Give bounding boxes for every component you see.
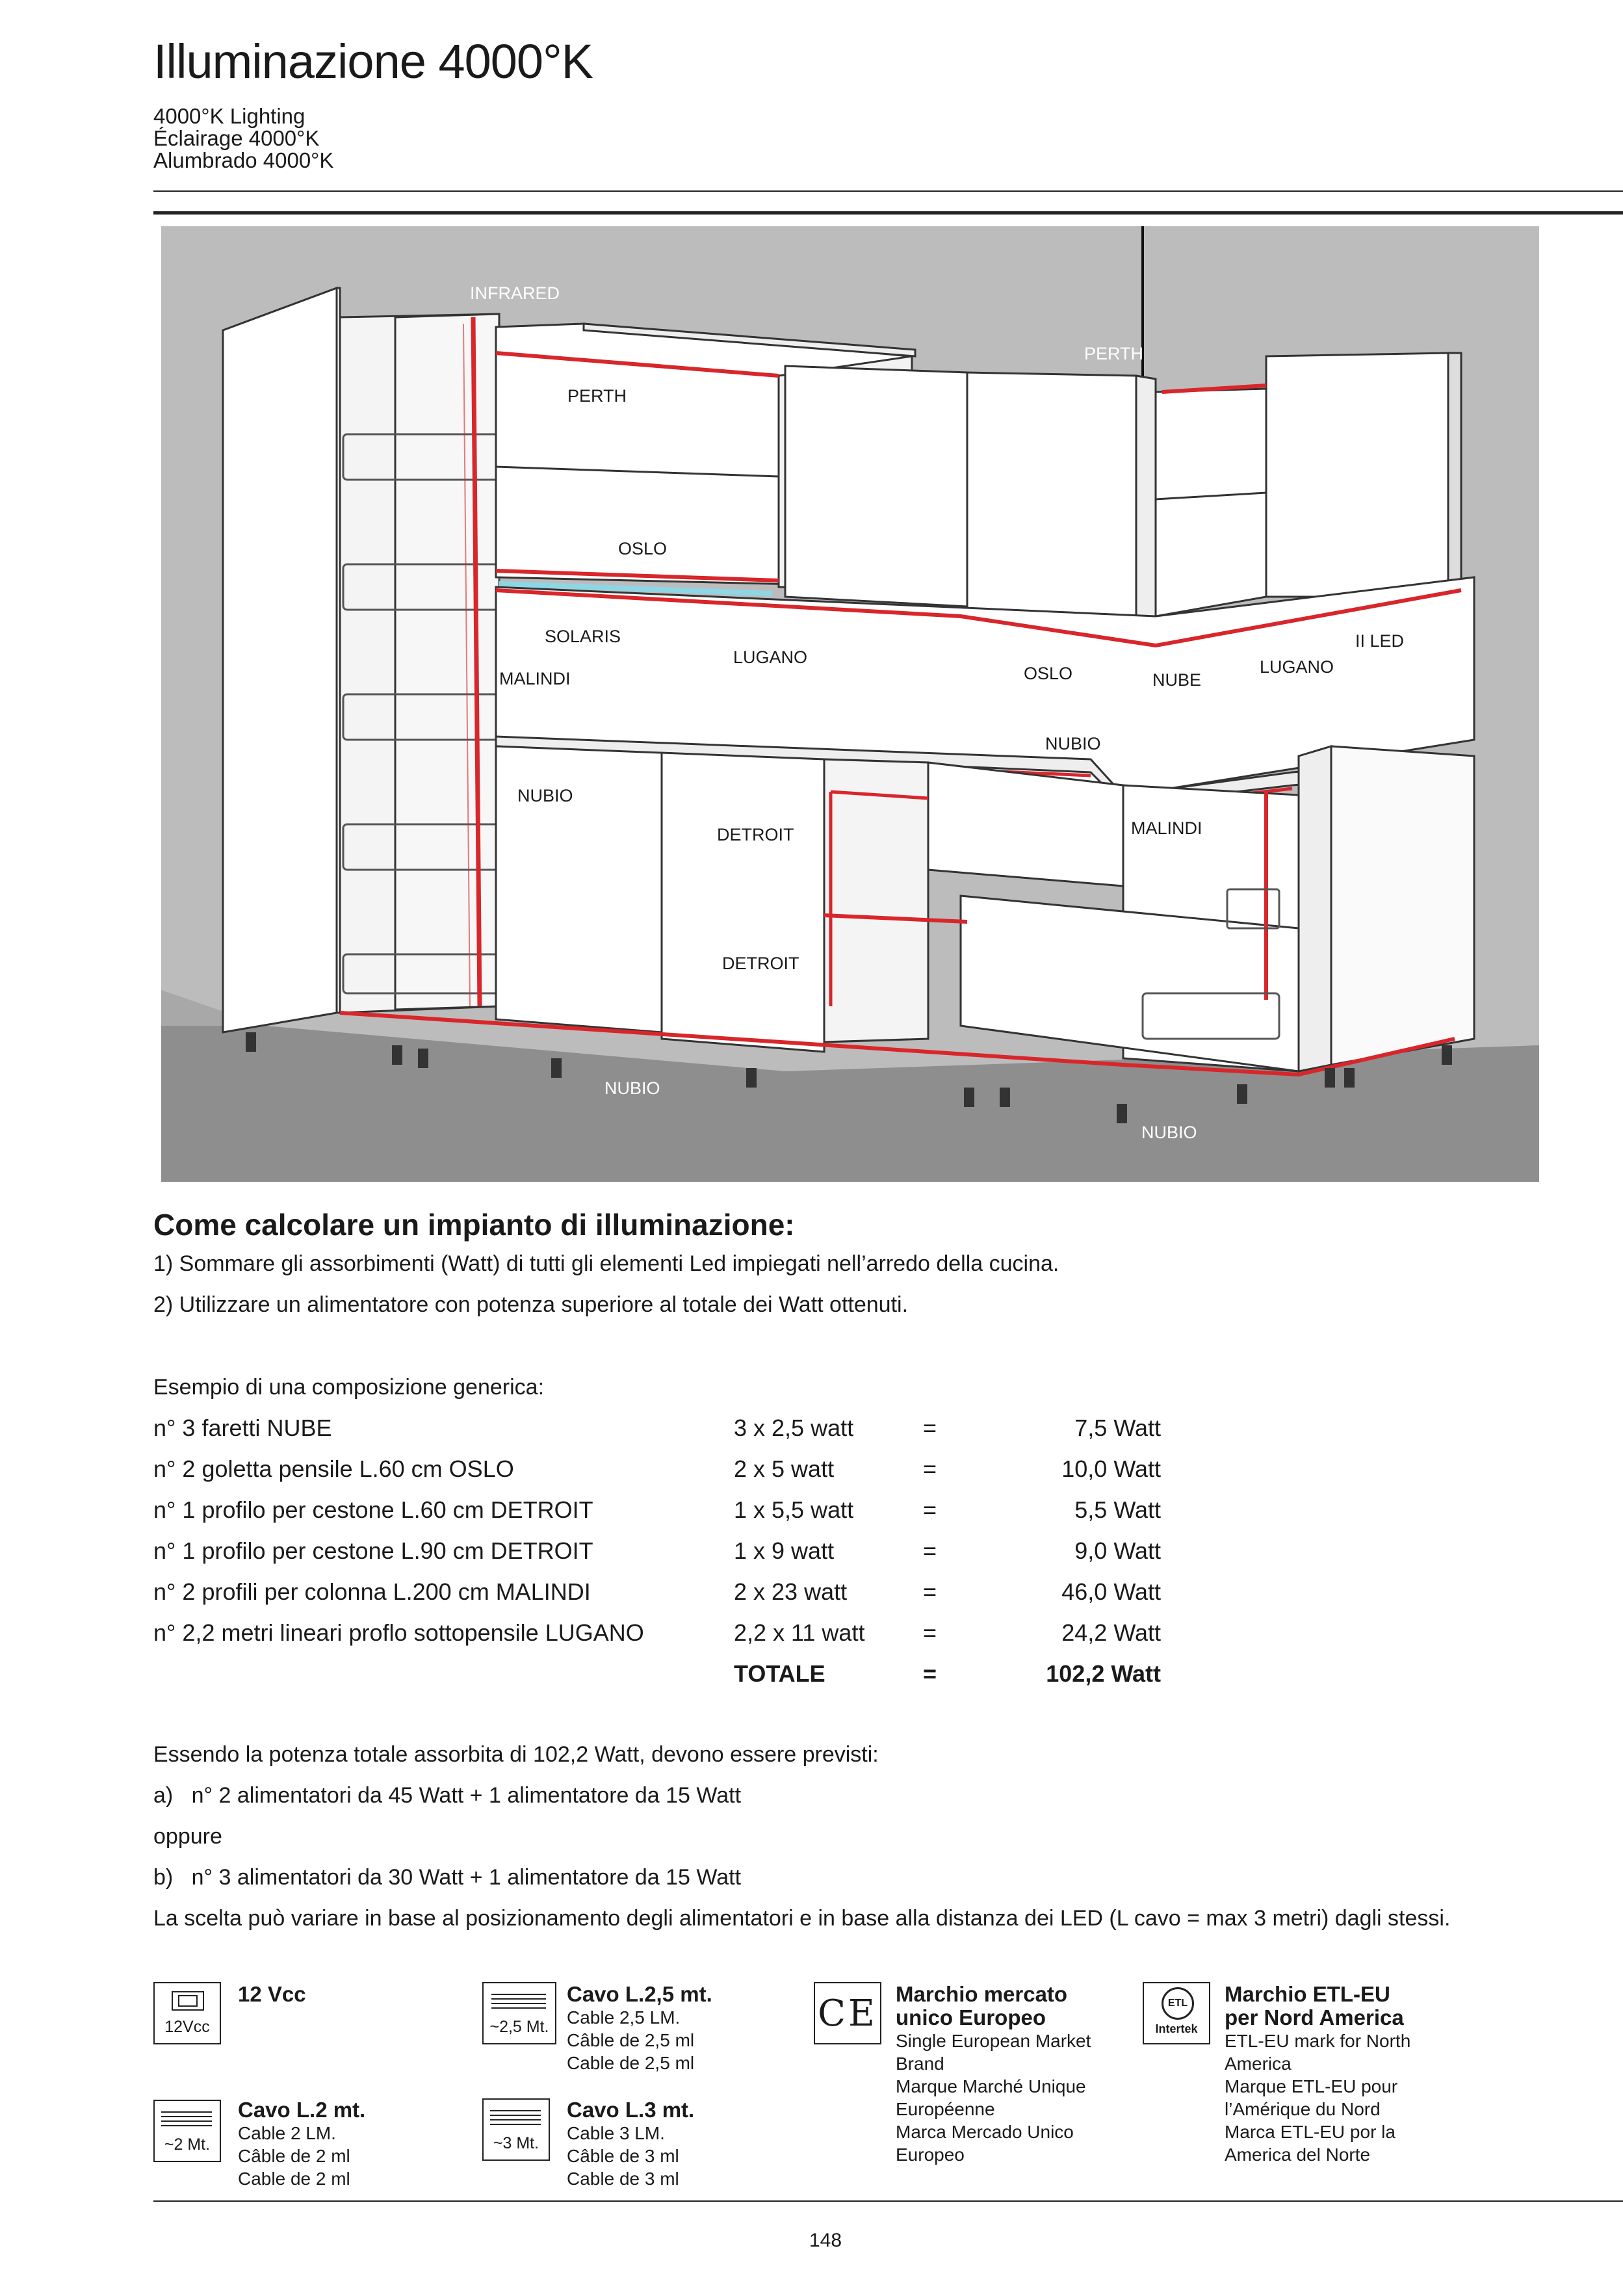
row-equals: = bbox=[923, 1455, 937, 1482]
label-detroit-upper: DETROIT bbox=[717, 825, 794, 844]
step-2-text: 2) Utilizzare un alimentatore con potenza superiore al totale dei Watt ottenuti. bbox=[153, 1292, 909, 1317]
row-equals: = bbox=[923, 1578, 937, 1605]
row-result: 5,5 Watt bbox=[1074, 1496, 1161, 1523]
total-result: 102,2 Watt bbox=[1046, 1660, 1161, 1687]
row-calc: 1 x 9 watt bbox=[734, 1537, 835, 1564]
label-infrared: INFRARED bbox=[470, 283, 560, 303]
row-calc: 2 x 23 watt bbox=[734, 1578, 848, 1605]
row-result: 24,2 Watt bbox=[1061, 1619, 1161, 1646]
label-nubio-plinth-left: NUBIO bbox=[604, 1078, 660, 1098]
row-equals: = bbox=[923, 1619, 937, 1646]
label-lugano-left: LUGANO bbox=[733, 647, 808, 667]
row-calc: 2,2 x 11 watt bbox=[734, 1619, 865, 1646]
header-divider-thick bbox=[153, 211, 1623, 215]
label-oslo-left: OSLO bbox=[618, 539, 668, 558]
row-item: n° 2 profili per colonna L.200 cm MALINDI bbox=[153, 1578, 591, 1605]
upper-wall-unit-middle bbox=[785, 366, 1156, 623]
table-row bbox=[153, 1496, 1161, 1535]
row-calc: 1 x 5,5 watt bbox=[734, 1496, 854, 1523]
row-calc: 3 x 2,5 watt bbox=[734, 1415, 854, 1441]
option-or: oppure bbox=[153, 1824, 222, 1849]
row-item: n° 2,2 metri lineari proflo sottopensile LUGANO bbox=[153, 1619, 644, 1646]
subtitle-french: Éclairage 4000°K bbox=[153, 126, 320, 150]
legend-cable-2m: Cavo L.2 mt. Cable 2 LM. Câble de 2 ml Cable de 2 ml bbox=[238, 2098, 366, 2189]
row-item: n° 3 faretti NUBE bbox=[153, 1415, 332, 1441]
table-total-row bbox=[153, 1660, 1161, 1699]
power-supply-icon: 12Vcc bbox=[153, 1982, 221, 2044]
kitchen-lighting-illustration bbox=[161, 226, 1539, 1182]
label-nube: NUBE bbox=[1152, 670, 1202, 690]
subtitle-english: 4000°K Lighting bbox=[153, 104, 305, 128]
label-lugano-right: LUGANO bbox=[1260, 657, 1334, 677]
label-malindi-right: MALINDI bbox=[1131, 818, 1202, 838]
row-result: 9,0 Watt bbox=[1074, 1537, 1161, 1564]
label-solaris: SOLARIS bbox=[545, 627, 621, 646]
step-1-text: 1) Sommare gli assorbimenti (Watt) di tutti gli elementi Led impiegati nell’arredo della cucina. bbox=[153, 1251, 1059, 1276]
total-equals: = bbox=[923, 1660, 937, 1687]
page-title: Illuminazione 4000°K bbox=[153, 34, 593, 88]
label-malindi-left: MALINDI bbox=[499, 669, 571, 688]
row-item: n° 2 goletta pensile L.60 cm OSLO bbox=[153, 1455, 514, 1482]
row-result: 46,0 Watt bbox=[1061, 1578, 1161, 1605]
legend-etl-mark: Marchio ETL-EU per Nord America ETL-EU mark for North America Marque ETL-EU pour l’Amérique du Nord Marca ETL-EU por la America del Norte bbox=[1225, 1982, 1411, 2165]
label-detroit-lower: DETROIT bbox=[722, 954, 799, 973]
cable-icon: ~2 Mt. bbox=[153, 2100, 221, 2162]
label-nubio-left: NUBIO bbox=[517, 786, 573, 805]
table-row bbox=[153, 1455, 1161, 1494]
upper-wall-unit-right bbox=[1156, 353, 1461, 616]
row-equals: = bbox=[923, 1496, 937, 1523]
subtitle-spanish: Alumbrado 4000°K bbox=[153, 148, 334, 172]
cable-icon: ~3 Mt. bbox=[482, 2098, 550, 2161]
table-row bbox=[153, 1537, 1161, 1576]
conclusion-note: La scelta può variare in base al posizionamento degli alimentatori e in base alla distanza dei LED (L cavo = max 3 metri) dagli stessi. bbox=[153, 1906, 1451, 1931]
table-row bbox=[153, 1415, 1161, 1454]
total-label: TOTALE bbox=[734, 1660, 825, 1687]
legend-12vcc: 12 Vcc bbox=[238, 1982, 306, 2006]
section-heading: Come calcolare un impianto di illuminazione: bbox=[153, 1208, 795, 1242]
row-equals: = bbox=[923, 1415, 937, 1441]
cable-icon: ~2,5 Mt. bbox=[482, 1982, 556, 2044]
option-b: b) n° 3 alimentatori da 30 Watt + 1 alimentatore da 15 Watt bbox=[153, 1865, 742, 1890]
etl-mark-icon: ETL Intertek bbox=[1143, 1982, 1210, 2044]
label-oslo-right: OSLO bbox=[1024, 664, 1073, 683]
row-calc: 2 x 5 watt bbox=[734, 1455, 835, 1482]
label-perth-left: PERTH bbox=[567, 386, 627, 406]
label-nubio-top: NUBIO bbox=[1045, 734, 1101, 753]
label-nubio-plinth-right: NUBIO bbox=[1141, 1123, 1197, 1142]
row-result: 10,0 Watt bbox=[1061, 1455, 1161, 1482]
option-a: a) n° 2 alimentatori da 45 Watt + 1 alimentatore da 15 Watt bbox=[153, 1783, 742, 1808]
label-ii-led: II LED bbox=[1355, 631, 1405, 651]
row-equals: = bbox=[923, 1537, 937, 1564]
example-intro: Esempio di una composizione generica: bbox=[153, 1375, 545, 1400]
table-row bbox=[153, 1578, 1161, 1617]
footer-divider bbox=[153, 2200, 1623, 2202]
legend-cable-3m: Cavo L.3 mt. Cable 3 LM. Câble de 3 ml Cable de 3 ml bbox=[567, 2098, 695, 2189]
legend-ce-mark: Marchio mercato unico Europeo Single European Market Brand Marque Marché Unique Européenne Marca Mercado Unico Europeo bbox=[896, 1982, 1091, 2165]
row-item: n° 1 profilo per cestone L.60 cm DETROIT bbox=[153, 1496, 593, 1523]
header-divider bbox=[153, 190, 1623, 192]
conclusion-intro: Essendo la potenza totale assorbita di 102,2 Watt, devono essere previsti: bbox=[153, 1742, 879, 1767]
legend-cable-2-5m: Cavo L.2,5 mt. Cable 2,5 LM. Câble de 2,5 ml Cable de 2,5 ml bbox=[567, 1982, 712, 2073]
row-result: 7,5 Watt bbox=[1074, 1415, 1161, 1441]
label-perth-right: PERTH bbox=[1084, 344, 1144, 363]
row-item: n° 1 profilo per cestone L.90 cm DETROIT bbox=[153, 1537, 593, 1564]
page-number: 148 bbox=[809, 2230, 842, 2251]
table-row bbox=[153, 1619, 1161, 1658]
tall-column-unit bbox=[223, 288, 499, 1032]
ce-mark-icon: CE bbox=[814, 1982, 881, 2044]
base-units bbox=[496, 746, 1474, 1071]
